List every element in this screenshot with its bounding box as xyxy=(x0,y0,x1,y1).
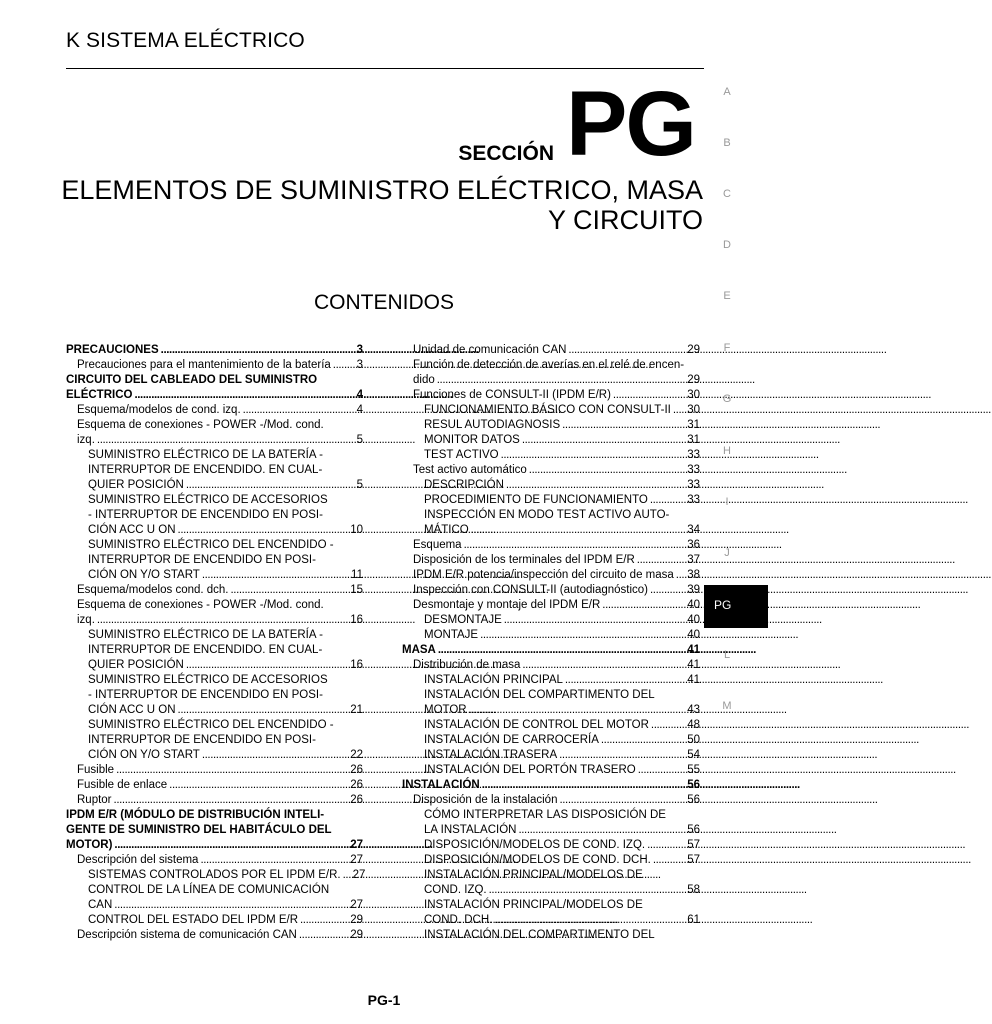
contents-heading: CONTENIDOS xyxy=(313,291,454,314)
toc-entry-text: INSTALACIÓN TRASERA xyxy=(424,749,558,761)
toc-leader-dots xyxy=(471,523,685,538)
toc-entry-text: Unidad de comunicación CAN xyxy=(413,344,567,356)
toc-leader-dots xyxy=(568,343,685,358)
toc-leader-dots xyxy=(602,598,685,613)
page-number: PG-1 xyxy=(367,992,401,1008)
toc-leader-dots xyxy=(231,583,349,598)
toc-leader-dots xyxy=(506,478,685,493)
toc-page-number: 29 xyxy=(687,374,700,386)
toc-entry-text: INSTALACIÓN PRINCIPAL xyxy=(424,674,563,686)
toc-page-number: 29 xyxy=(687,344,700,356)
toc-page-number: 26 xyxy=(350,764,363,776)
toc-entry[interactable] xyxy=(66,418,363,433)
toc-entry-text: INSTALACIÓN PRINCIPAL/MODELOS DE xyxy=(424,869,643,881)
toc-entry-text: Función de detección de averías en el relé de encen- xyxy=(413,359,685,371)
toc-entry[interactable] xyxy=(66,703,363,718)
toc-entry[interactable] xyxy=(66,568,363,583)
toc-entry-text: CONTROL DEL ESTADO DEL IPDM E/R xyxy=(88,914,299,926)
toc-entry-text: IPDM E/R (MÓDULO DE DISTRIBUCIÓN INTELI- xyxy=(66,809,325,821)
section-title-line-2: Y CIRCUITO xyxy=(547,205,703,235)
toc-entry-text: PROCEDIMIENTO DE FUNCIONAMIENTO xyxy=(424,494,648,506)
toc-page-number: 39 xyxy=(687,584,700,596)
toc-page-number: 36 xyxy=(687,539,700,551)
toc-entry-text: TEST ACTIVO xyxy=(424,449,499,461)
toc-entry-text: Esquema de conexiones - POWER -/Mod. cond. xyxy=(77,419,324,431)
toc-leader-dots xyxy=(299,928,348,943)
toc-entry-text: Fusible de enlace xyxy=(77,779,168,791)
toc-leader-dots xyxy=(650,583,685,598)
toc-page-number: 5 xyxy=(356,479,363,491)
toc-entry[interactable] xyxy=(66,463,363,478)
toc-entry[interactable] xyxy=(402,553,700,568)
toc-entry[interactable] xyxy=(66,628,363,643)
section-index-letter[interactable]: G xyxy=(722,393,732,405)
toc-page-number: 56 xyxy=(687,794,700,806)
section-index-letter[interactable]: L xyxy=(723,649,731,661)
toc-entry-text: INTERRUPTOR DE ENCENDIDO EN POSI- xyxy=(88,554,316,566)
toc-entry[interactable] xyxy=(66,538,363,553)
toc-leader-dots xyxy=(300,913,348,928)
toc-entry-text: IPDM E/R potencia/inspección del circuito de masa xyxy=(413,569,674,581)
toc-entry[interactable] xyxy=(402,568,700,583)
toc-entry-text: INSTALACIÓN xyxy=(402,779,480,791)
toc-leader-dots xyxy=(186,658,348,673)
toc-entry-text: Fusible xyxy=(77,764,115,776)
toc-leader-dots xyxy=(186,478,355,493)
header-divider xyxy=(66,68,704,69)
toc-entry[interactable] xyxy=(66,598,363,613)
toc-entry[interactable] xyxy=(402,688,700,703)
toc-page-number: 57 xyxy=(687,839,700,851)
toc-entry-text: Desmontaje y montaje del IPDM E/R xyxy=(413,599,601,611)
toc-leader-dots xyxy=(161,343,355,358)
toc-entry[interactable] xyxy=(66,448,363,463)
toc-entry[interactable] xyxy=(66,433,363,448)
toc-entry[interactable] xyxy=(66,613,363,628)
toc-leader-dots xyxy=(114,838,348,853)
toc-leader-dots xyxy=(501,448,686,463)
toc-entry-text: INTERRUPTOR DE ENCENDIDO. EN CUAL- xyxy=(88,644,323,656)
toc-page-number: 11 xyxy=(351,569,363,581)
toc-entry-text: SUMINISTRO ELÉCTRICO DE LA BATERÍA - xyxy=(88,629,323,641)
toc-leader-dots xyxy=(529,463,685,478)
toc-page-number: 40 xyxy=(687,629,700,641)
toc-entry-text: Ruptor xyxy=(77,794,112,806)
toc-leader-dots xyxy=(333,358,355,373)
toc-right-column xyxy=(402,343,700,943)
toc-entry-text: INTERRUPTOR DE ENCENDIDO EN POSI- xyxy=(88,734,316,746)
toc-entry-text: MOTOR) xyxy=(66,839,113,851)
toc-entry[interactable] xyxy=(66,643,363,658)
section-title-line-1: ELEMENTOS DE SUMINISTRO ELÉCTRICO, MASA xyxy=(61,175,703,205)
toc-entry-text: INSTALACIÓN DE CONTROL DEL MOTOR xyxy=(424,719,649,731)
toc-page-number: 48 xyxy=(687,719,700,731)
toc-entry[interactable] xyxy=(402,583,700,598)
toc-leader-dots xyxy=(613,388,685,403)
toc-entry[interactable] xyxy=(66,358,363,373)
toc-leader-dots xyxy=(437,373,685,388)
toc-entry[interactable] xyxy=(66,478,363,493)
toc-leader-dots xyxy=(114,793,349,808)
toc-page-number: 21 xyxy=(350,704,363,716)
section-index-letter[interactable]: C xyxy=(723,188,731,200)
toc-page-number: 56 xyxy=(687,824,700,836)
toc-page-number: 50 xyxy=(687,734,700,746)
toc-page-number: 40 xyxy=(687,599,700,611)
toc-entry-text: Funciones de CONSULT-II (IPDM E/R) xyxy=(413,389,611,401)
toc-leader-dots xyxy=(200,853,348,868)
toc-entry[interactable] xyxy=(402,433,700,448)
toc-leader-dots xyxy=(651,718,685,733)
toc-leader-dots xyxy=(650,493,685,508)
toc-page-number: 27 xyxy=(350,854,363,866)
toc-leader-dots xyxy=(653,853,685,868)
toc-entry[interactable] xyxy=(402,673,700,688)
toc-entry[interactable] xyxy=(402,448,700,463)
toc-page-number: 41 xyxy=(687,659,700,671)
toc-entry-text: - INTERRUPTOR DE ENCENDIDO EN POSI- xyxy=(88,509,323,521)
toc-leader-dots xyxy=(637,553,685,568)
toc-entry-text: CONTROL DE LA LÍNEA DE COMUNICACIÓN xyxy=(88,884,330,896)
toc-entry[interactable] xyxy=(402,733,700,748)
toc-entry-text: Precauciones para el mantenimiento de la batería xyxy=(77,359,331,371)
toc-leader-dots xyxy=(469,703,686,718)
toc-entry[interactable] xyxy=(402,928,700,943)
toc-page-number: 29 xyxy=(350,914,363,926)
toc-page-number: 27 xyxy=(350,899,363,911)
toc-leader-dots xyxy=(565,673,685,688)
toc-page-number: 3 xyxy=(356,359,363,371)
toc-entry-text: FUNCIONAMIENTO BÁSICO CON CONSULT-II xyxy=(424,404,671,416)
toc-entry[interactable] xyxy=(66,403,363,418)
toc-leader-dots xyxy=(559,793,685,808)
toc-page-number: 22 xyxy=(350,749,363,761)
toc-page-number: 37 xyxy=(687,554,700,566)
toc-entry-text: INSTALACIÓN DE CARROCERÍA xyxy=(424,734,599,746)
toc-leader-dots xyxy=(480,628,685,643)
toc-leader-dots xyxy=(464,538,686,553)
toc-entry-text: Esquema xyxy=(413,539,462,551)
section-index-letter[interactable]: H xyxy=(723,445,731,457)
toc-page-number: 43 xyxy=(687,704,700,716)
toc-page-number: 38 xyxy=(687,569,700,581)
toc-entry-text: MONTAJE xyxy=(424,629,479,641)
toc-page-number: 15 xyxy=(350,584,363,596)
toc-page-number: 5 xyxy=(356,434,363,446)
toc-entry[interactable] xyxy=(66,733,363,748)
toc-entry-text: GENTE DE SUMINISTRO DEL HABITÁCULO DEL xyxy=(66,824,332,836)
toc-leader-dots xyxy=(676,568,685,583)
toc-entry[interactable] xyxy=(402,718,700,733)
toc-entry-text: SUMINISTRO ELÉCTRICO DE LA BATERÍA - xyxy=(88,449,323,461)
toc-entry-text: CAN xyxy=(88,899,113,911)
toc-entry-text: MONITOR DATOS xyxy=(424,434,520,446)
toc-entry-text: QUIER POSICIÓN xyxy=(88,659,184,671)
toc-page-number: 26 xyxy=(350,794,363,806)
toc-page-number: 33 xyxy=(687,449,700,461)
toc-page-number: 33 xyxy=(687,479,700,491)
toc-entry-text: DESCRIPCIÓN xyxy=(424,479,504,491)
toc-entry[interactable] xyxy=(402,913,700,928)
toc-entry-text: - INTERRUPTOR DE ENCENDIDO EN POSI- xyxy=(88,689,323,701)
toc-entry[interactable] xyxy=(66,373,363,388)
toc-entry[interactable] xyxy=(66,673,363,688)
section-index-letter[interactable]: M xyxy=(722,700,732,712)
toc-page-number: 16 xyxy=(350,614,363,626)
toc-page-number: 33 xyxy=(687,494,700,506)
toc-entry-text: Esquema/modelos cond. dch. xyxy=(77,584,229,596)
toc-leader-dots xyxy=(638,763,685,778)
toc-entry[interactable] xyxy=(402,868,700,883)
toc-entry[interactable] xyxy=(66,808,363,823)
section-index-letter[interactable]: I xyxy=(725,496,729,508)
toc-entry-text: INSPECCIÓN EN MODO TEST ACTIVO AUTO- xyxy=(424,509,670,521)
toc-entry[interactable] xyxy=(402,493,700,508)
toc-left-column xyxy=(66,343,366,943)
toc-page-number: 54 xyxy=(687,749,700,761)
toc-page-number: 16 xyxy=(350,659,363,671)
toc-entry-text: Test activo automático xyxy=(413,464,527,476)
toc-leader-dots xyxy=(178,523,349,538)
toc-entry[interactable] xyxy=(66,388,363,403)
toc-entry-text: LA INSTALACIÓN xyxy=(424,824,517,836)
toc-entry-text: SUMINISTRO ELÉCTRICO DE ACCESORIOS xyxy=(88,674,328,686)
toc-leader-dots xyxy=(202,748,348,763)
toc-entry-text: COND. IZQ. xyxy=(424,884,487,896)
section-index-letter[interactable]: J xyxy=(724,547,730,559)
toc-entry-text: PRECAUCIONES xyxy=(66,344,159,356)
toc-entry[interactable] xyxy=(66,553,363,568)
section-index-letter[interactable]: D xyxy=(723,239,731,251)
toc-entry-text: CIÓN ON Y/O START xyxy=(88,569,200,581)
section-index-letter[interactable]: E xyxy=(723,290,731,302)
section-index-letter[interactable]: F xyxy=(723,342,731,354)
toc-entry-text: Distribución de masa xyxy=(413,659,521,671)
active-section-tab-label: PG xyxy=(714,598,732,612)
toc-entry-text: INSTALACIÓN DEL COMPARTIMENTO DEL xyxy=(424,689,655,701)
toc-entry[interactable] xyxy=(402,658,700,673)
toc-entry-text: INSTALACIÓN DEL COMPARTIMENTO DEL xyxy=(424,929,655,941)
toc-page-number: 57 xyxy=(687,854,700,866)
toc-entry-text: CIÓN ACC U ON xyxy=(88,704,176,716)
toc-page-number: 3 xyxy=(356,344,363,356)
toc-leader-dots xyxy=(243,403,355,418)
toc-page-number: 41 xyxy=(687,674,700,686)
toc-entry-text: izq. xyxy=(77,614,95,626)
toc-entry-text: DISPOSICIÓN/MODELOS DE COND. IZQ. xyxy=(424,839,646,851)
toc-leader-dots xyxy=(202,568,349,583)
toc-entry[interactable] xyxy=(66,658,363,673)
toc-page-number: 55 xyxy=(687,764,700,776)
toc-leader-dots xyxy=(169,778,348,793)
toc-entry[interactable] xyxy=(66,523,363,538)
toc-entry[interactable] xyxy=(66,883,363,898)
toc-entry[interactable] xyxy=(402,823,700,838)
toc-leader-dots xyxy=(114,898,348,913)
toc-entry-text: CIRCUITO DEL CABLEADO DEL SUMINISTRO xyxy=(66,374,318,386)
toc-entry-text: DISPOSICIÓN/MODELOS DE COND. DCH. xyxy=(424,854,651,866)
toc-entry[interactable] xyxy=(402,748,700,763)
toc-leader-dots xyxy=(504,613,685,628)
toc-entry[interactable] xyxy=(402,463,700,478)
toc-entry-text: DESMONTAJE xyxy=(424,614,502,626)
toc-entry[interactable] xyxy=(402,373,700,388)
toc-leader-dots xyxy=(522,433,685,448)
toc-page-number: 10 xyxy=(350,524,363,536)
toc-page-number: 29 xyxy=(350,929,363,941)
toc-leader-dots xyxy=(97,433,355,448)
toc-entry[interactable] xyxy=(66,898,363,913)
toc-page-number: 61 xyxy=(687,914,700,926)
toc-leader-dots xyxy=(116,763,348,778)
toc-leader-dots xyxy=(559,748,685,763)
toc-entry[interactable] xyxy=(66,748,363,763)
toc-entry-text: INTERRUPTOR DE ENCENDIDO. EN CUAL- xyxy=(88,464,323,476)
toc-entry[interactable] xyxy=(402,418,700,433)
toc-entry[interactable] xyxy=(402,883,700,898)
toc-entry[interactable] xyxy=(402,358,700,373)
toc-leader-dots xyxy=(518,823,685,838)
toc-leader-dots xyxy=(134,388,354,403)
toc-entry[interactable] xyxy=(402,793,700,808)
toc-entry[interactable] xyxy=(402,898,700,913)
toc-entry-text: SUMINISTRO ELÉCTRICO DEL ENCENDIDO - xyxy=(88,719,334,731)
toc-entry[interactable] xyxy=(66,838,363,853)
toc-entry[interactable] xyxy=(402,508,700,523)
toc-entry[interactable] xyxy=(402,763,700,778)
toc-leader-dots xyxy=(178,703,349,718)
toc-entry[interactable] xyxy=(402,538,700,553)
toc-leader-dots xyxy=(673,403,685,418)
toc-entry[interactable] xyxy=(402,643,700,658)
toc-entry-text: izq. xyxy=(77,434,95,446)
toc-page-number: 27 xyxy=(352,869,366,881)
toc-entry[interactable] xyxy=(402,838,700,853)
toc-entry[interactable] xyxy=(402,343,700,358)
toc-page-number: 56 xyxy=(687,779,700,791)
toc-entry[interactable] xyxy=(66,688,363,703)
toc-page-number: 4 xyxy=(356,404,363,416)
toc-entry[interactable] xyxy=(402,598,700,613)
toc-entry-text: Descripción del sistema xyxy=(77,854,199,866)
toc-entry-text: SUMINISTRO ELÉCTRICO DEL ENCENDIDO - xyxy=(88,539,334,551)
toc-entry-text: Esquema de conexiones - POWER -/Mod. cond. xyxy=(77,599,324,611)
toc-entry[interactable] xyxy=(66,493,363,508)
toc-entry-text: CÓMO INTERPRETAR LAS DISPOSICIÓN DE xyxy=(424,809,666,821)
toc-entry[interactable] xyxy=(66,868,366,883)
active-section-tab[interactable] xyxy=(704,585,768,628)
toc-entry[interactable] xyxy=(66,508,363,523)
toc-entry[interactable] xyxy=(402,613,700,628)
section-index-letter[interactable]: B xyxy=(723,137,731,149)
toc-leader-dots xyxy=(562,418,685,433)
toc-entry-text: INSTALACIÓN PRINCIPAL/MODELOS DE xyxy=(424,899,643,911)
toc-entry-text: SISTEMAS CONTROLADOS POR EL IPDM E/R. xyxy=(88,869,341,881)
toc-entry[interactable] xyxy=(66,793,363,808)
toc-entry[interactable] xyxy=(402,388,700,403)
toc-entry-text: Inspección con CONSULT-II (autodiagnóstico) xyxy=(413,584,649,596)
toc-entry-text: dido xyxy=(413,374,435,386)
toc-entry[interactable] xyxy=(402,778,700,793)
toc-entry-text: CIÓN ON Y/O START xyxy=(88,749,200,761)
toc-entry-text: MÁTICO xyxy=(424,524,469,536)
toc-leader-dots xyxy=(601,733,685,748)
toc-entry-text: SUMINISTRO ELÉCTRICO DE ACCESORIOS xyxy=(88,494,328,506)
toc-entry-text: Descripción sistema de comunicación CAN xyxy=(77,929,297,941)
toc-entry-text: CIÓN ACC U ON xyxy=(88,524,176,536)
toc-page-number: 33 xyxy=(687,464,700,476)
toc-leader-dots xyxy=(482,778,685,793)
toc-entry-text: RESUL AUTODIAGNOSIS xyxy=(424,419,561,431)
toc-page-number: 26 xyxy=(350,779,363,791)
section-code: PG xyxy=(566,73,695,175)
toc-entry[interactable] xyxy=(66,913,363,928)
section-index-letter[interactable]: A xyxy=(723,86,731,98)
toc-entry[interactable] xyxy=(402,628,700,643)
toc-entry[interactable] xyxy=(66,853,363,868)
toc-leader-dots xyxy=(494,913,685,928)
toc-entry-text: QUIER POSICIÓN xyxy=(88,479,184,491)
toc-entry-text: Esquema/modelos de cond. izq. xyxy=(77,404,241,416)
toc-entry[interactable] xyxy=(402,478,700,493)
section-label: SECCIÓN xyxy=(458,142,554,165)
toc-entry[interactable] xyxy=(66,718,363,733)
toc-leader-dots xyxy=(522,658,685,673)
toc-page-number: 58 xyxy=(687,884,700,896)
toc-page-number: 31 xyxy=(687,434,700,446)
toc-leader-dots xyxy=(647,838,685,853)
toc-entry[interactable] xyxy=(66,763,363,778)
toc-entry-text: MASA xyxy=(402,644,436,656)
toc-entry-text: Disposición de los terminales del IPDM E/R xyxy=(413,554,635,566)
toc-page-number: 30 xyxy=(687,404,700,416)
toc-entry[interactable] xyxy=(66,583,363,598)
toc-page-number: 31 xyxy=(687,419,700,431)
toc-entry[interactable] xyxy=(402,703,700,718)
toc-page-number: 4 xyxy=(356,389,363,401)
toc-page-number: 34 xyxy=(687,524,700,536)
toc-entry[interactable] xyxy=(402,403,700,418)
toc-entry[interactable] xyxy=(402,523,700,538)
toc-leader-dots xyxy=(343,868,351,883)
toc-entry[interactable] xyxy=(66,778,363,793)
toc-leader-dots xyxy=(97,613,348,628)
toc-entry-text: COND. DCH. xyxy=(424,914,493,926)
chapter-title: K SISTEMA ELÉCTRICO xyxy=(66,29,305,52)
toc-page-number: 30 xyxy=(687,389,700,401)
toc-page-number: 41 xyxy=(687,644,700,656)
toc-page-number: 40 xyxy=(687,614,700,626)
toc-entry-text: Disposición de la instalación xyxy=(413,794,558,806)
toc-leader-dots xyxy=(438,643,685,658)
toc-entry-text: MOTOR xyxy=(424,704,467,716)
toc-entry[interactable] xyxy=(402,808,700,823)
toc-entry-text: INSTALACIÓN DEL PORTÓN TRASERO xyxy=(424,764,636,776)
toc-entry-text: ELÉCTRICO xyxy=(66,389,133,401)
toc-entry[interactable] xyxy=(66,823,363,838)
toc-entry[interactable] xyxy=(402,853,700,868)
toc-leader-dots xyxy=(489,883,686,898)
toc-entry[interactable] xyxy=(66,343,363,358)
toc-entry[interactable] xyxy=(66,928,363,943)
toc-page-number: 27 xyxy=(350,839,363,851)
